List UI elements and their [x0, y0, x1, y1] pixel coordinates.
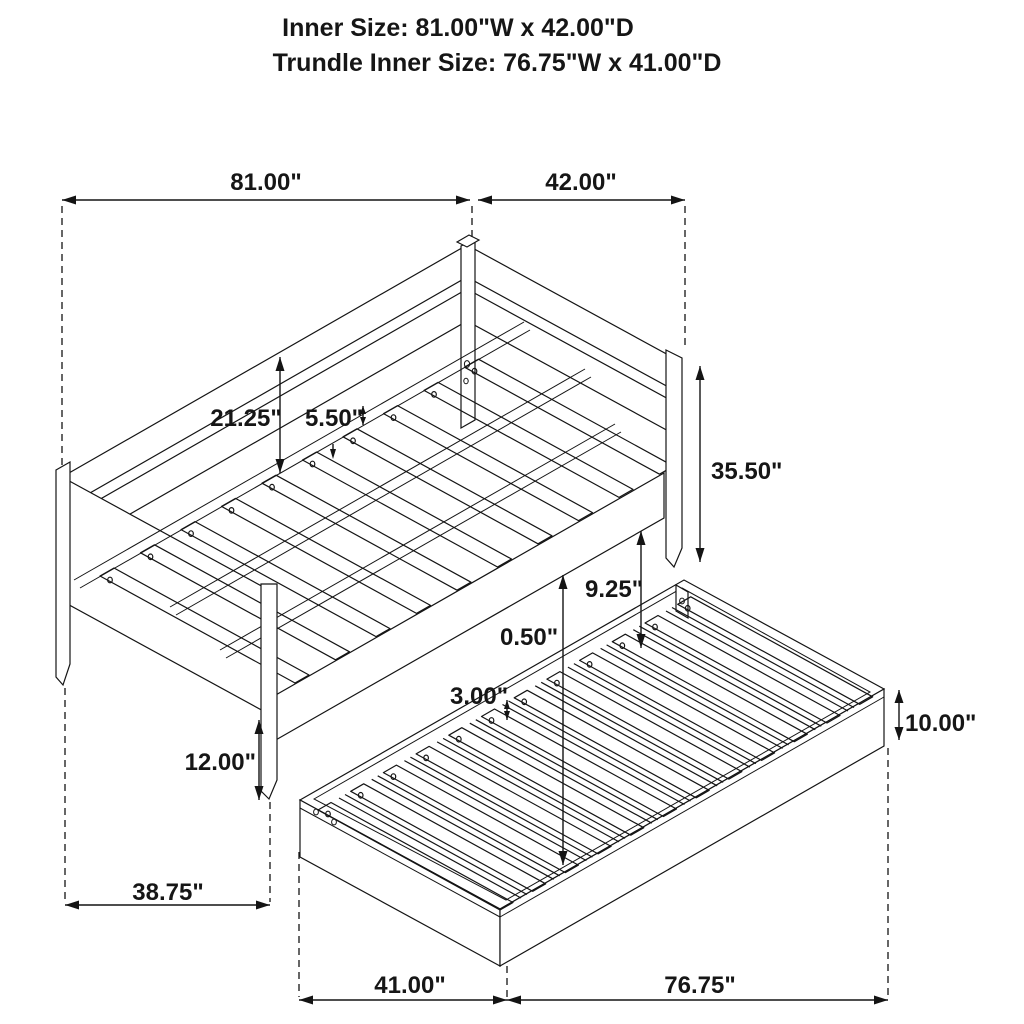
dim-label-trundle-depth: 41.00" [374, 972, 446, 999]
dim-label-overall-depth: 38.75" [132, 879, 204, 906]
dim-label-bed-width: 81.00" [230, 169, 302, 196]
dim-label-rail-height: 5.50" [304, 405, 364, 432]
bed-corner-post-cap [457, 235, 479, 247]
dim-label-trundle-slat: 3.00" [450, 683, 509, 710]
bed-left-post [56, 462, 70, 685]
bed-corner-post [461, 239, 475, 428]
dim-label-trundle-width: 76.75" [664, 972, 736, 999]
title-inner-size: Inner Size: 81.00"W x 42.00"D [282, 14, 634, 42]
bed-left-end-panel [62, 477, 267, 713]
dim-label-overall-height: 35.50" [711, 458, 783, 485]
bed-back-board-top [62, 245, 467, 509]
dim-label-bed-depth: 42.00" [545, 169, 617, 196]
dim-label-trundle-height: 10.00" [905, 710, 977, 737]
bed-front-left-leg [261, 584, 277, 799]
dim-label-clearance: 9.25" [585, 576, 644, 603]
dim-label-gap: 0.50" [500, 624, 559, 651]
dim-label-leg: 12.00" [184, 749, 256, 776]
dim-label-panel-to-slat: 21.25" [210, 405, 282, 432]
title-trundle-inner-size: Trundle Inner Size: 76.75"W x 41.00"D [272, 49, 722, 77]
bed-right-post [666, 350, 682, 567]
